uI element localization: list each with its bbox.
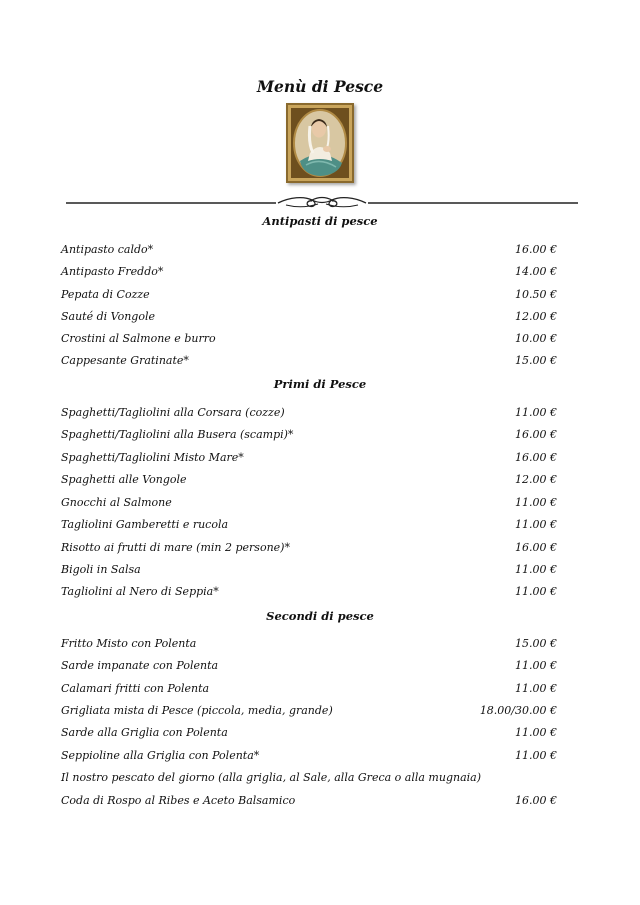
menu-item [61, 496, 557, 512]
menu-item [61, 682, 557, 698]
section-title-primi: Primi di Pesce [273, 377, 367, 391]
item-name: Tagliolini al Nero di Seppia* [61, 585, 219, 598]
item-name: Spaghetti/Tagliolini alla Corsara (cozze) [61, 406, 285, 419]
menu-item [61, 585, 557, 601]
item-name: Spaghetti/Tagliolini Misto Mare* [61, 451, 244, 464]
menu-item [61, 659, 557, 675]
item-price: 16.00 € [515, 243, 557, 256]
item-name: Risotto ai frutti di mare (min 2 persone)* [61, 541, 290, 554]
section-title-antipasti: Antipasti di pesce [262, 214, 378, 228]
item-name: Spaghetti/Tagliolini alla Busera (scampi)* [61, 428, 294, 441]
item-price: 16.00 € [515, 428, 557, 441]
item-price: 18.00/30.00 € [479, 704, 557, 717]
item-price: 11.00 € [515, 682, 557, 695]
item-price: 11.00 € [515, 406, 557, 419]
item-price: 12.00 € [515, 473, 557, 486]
menu-item [61, 265, 557, 281]
item-name: Antipasto Freddo* [61, 265, 164, 278]
item-price: 14.00 € [515, 265, 557, 278]
menu-item [61, 310, 557, 326]
menu-item [61, 637, 557, 653]
item-price: 11.00 € [515, 749, 557, 762]
item-price: 10.00 € [515, 332, 557, 345]
item-price: 11.00 € [515, 585, 557, 598]
menu-item [61, 771, 557, 787]
menu-item [61, 726, 557, 742]
item-price: 11.00 € [515, 496, 557, 509]
portrait-image [286, 103, 354, 183]
item-name: Sauté di Vongole [61, 310, 155, 323]
menu-item [61, 428, 557, 444]
item-price: 16.00 € [515, 541, 557, 554]
item-name: Gnocchi al Salmone [61, 496, 172, 509]
item-name: Fritto Misto con Polenta [61, 637, 197, 650]
item-price: 11.00 € [515, 726, 557, 739]
item-price: 11.00 € [515, 659, 557, 672]
menu-item [61, 563, 557, 579]
item-name: Calamari fritti con Polenta [61, 682, 210, 695]
item-name: Cappesante Gratinate* [61, 354, 189, 367]
item-name: Antipasto caldo* [61, 243, 154, 256]
ornamental-divider [66, 189, 578, 211]
item-name: Pepata di Cozze [61, 288, 150, 301]
item-name: Coda di Rospo al Ribes e Aceto Balsamico [61, 794, 296, 807]
item-price: 11.00 € [515, 563, 557, 576]
menu-item [61, 451, 557, 467]
menu-item [61, 288, 557, 304]
item-price: 11.00 € [515, 518, 557, 531]
menu-item [61, 794, 557, 810]
menu-item [61, 704, 557, 720]
menu-item [61, 243, 557, 259]
item-name: Bigoli in Salsa [61, 563, 141, 576]
menu-item [61, 473, 557, 489]
menu-item [61, 518, 557, 534]
item-name: Tagliolini Gamberetti e rucola [61, 518, 229, 531]
item-name: Il nostro pescato del giorno (alla griglia, al Sale, alla Greca o alla mugnaia) [61, 771, 482, 784]
menu-item [61, 354, 557, 370]
item-price: 10.50 € [515, 288, 557, 301]
menu-item [61, 406, 557, 422]
item-price: 16.00 € [515, 451, 557, 464]
item-name: Spaghetti alle Vongole [61, 473, 187, 486]
item-name: Crostini al Salmone e burro [61, 332, 216, 345]
menu-item [61, 541, 557, 557]
item-price: 15.00 € [515, 354, 557, 367]
section-title-secondi: Secondi di pesce [266, 609, 374, 623]
menu-item [61, 332, 557, 348]
item-name: Seppioline alla Griglia con Polenta* [61, 749, 260, 762]
item-price: 12.00 € [515, 310, 557, 323]
item-price: 16.00 € [515, 794, 557, 807]
menu-title: Menù di Pesce [256, 77, 384, 96]
item-price: 15.00 € [515, 637, 557, 650]
item-name: Grigliata mista di Pesce (piccola, media, grande) [61, 704, 333, 717]
item-name: Sarde impanate con Polenta [61, 659, 219, 672]
menu-item [61, 749, 557, 765]
item-name: Sarde alla Griglia con Polenta [61, 726, 228, 739]
